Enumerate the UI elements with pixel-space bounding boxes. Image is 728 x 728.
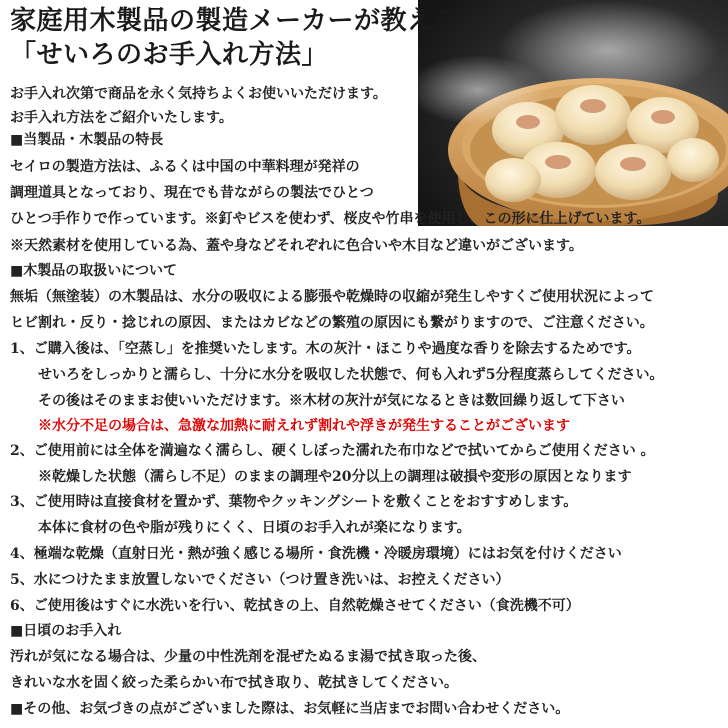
step-2: 2、ご使用前には全体を満遍なく濡らし、硬くしぼった濡れた布巾などで拭いてからご使用ください 。: [10, 443, 655, 459]
handling-line: ヒビ割れ・反り・捻じれの原因、またはカビなどの繁殖の原因にも繋がりますので、ご注意ください。: [10, 315, 654, 331]
page-title-line2: 「せいろのお手入れ方法」: [10, 40, 329, 70]
handling-line: 無垢（無塗装）の木製品は、水分の吸収による膨張や乾燥時の収縮が発生しやすくご使用状況によって: [10, 289, 654, 305]
daily-care-heading: ■日頃のお手入れ: [10, 623, 122, 639]
intro-line: お手入れ次第で商品を永く気持ちよくお使いいただけます。: [10, 86, 387, 102]
features-heading: ■当製品・木製品の特長: [10, 132, 164, 148]
step-1: 1、ご購入後は、「空蒸し」を推奨いたします。木の灰汁・ほこりや過度な香りを除去するためです。: [10, 341, 641, 357]
features-line: ※天然素材を使用している為、蓋や身などそれぞれに色合いや木目など違いがございます。: [10, 238, 583, 254]
step-1-detail: せいろをしっかりと濡らし、十分に水分を吸収した状態で、何も入れず5分程度蒸らしてください。: [38, 367, 664, 383]
handling-heading: ■木製品の取扱いについて: [10, 263, 177, 279]
step-1-detail: その後はそのままお使いいただけます。※木材の灰汁が気になるときは数回繰り返して下さい: [38, 393, 625, 409]
intro-line: お手入れ方法をご紹介いたします。: [10, 110, 233, 126]
features-line: セイロの製造方法は、ふるくは中国の中華料理が発祥の: [10, 159, 360, 175]
features-line: 調理道具となっており、現在でも昔ながらの製法でひとつ: [10, 185, 374, 201]
step-6: 6、ご使用後はすぐに水洗いを行い、乾拭きの上、自然乾燥させてください（食洗機不可）: [10, 598, 580, 614]
step-1-warning: ※水分不足の場合は、急激な加熱に耐えれず割れや浮きが発生することがございます: [38, 418, 570, 434]
daily-care-line: きれいな水を固く絞った柔らかい布で拭き取り、乾拭きしてください。: [10, 675, 458, 691]
features-line: ひとつ手作りで作っています。※釘やビスを使わず、桜皮や竹串を使用し、この形に仕上げています。: [10, 211, 651, 227]
step-3-detail: 本体に食材の色や脂が残りにくく、日頃のお手入れが楽になります。: [38, 520, 471, 536]
steamer-photo: [418, 0, 728, 226]
page-title-line1: 家庭用木製品の製造メーカーが教える: [10, 6, 460, 36]
closing-note: ■その他、お気づきの点がございました際は、お気軽に当店までお問い合わせください。: [10, 701, 570, 717]
step-2-detail: ※乾燥した状態（濡らし不足）のままの調理や20分以上の調理は破損や変形の原因となります: [38, 469, 632, 485]
step-4: 4、極端な乾燥（直射日光・熱が強く感じる場所・食洗機・冷暖房環境）にはお気を付けください: [10, 546, 622, 562]
daily-care-line: 汚れが気になる場合は、少量の中性洗剤を混ぜたぬるま湯で拭き取った後、: [10, 649, 486, 665]
step-3: 3、ご使用時は直接食材を置かず、葉物やクッキングシートを敷くことをおすすめします。: [10, 494, 578, 510]
step-5: 5、水につけたまま放置しないでください（つけ置き洗いは、お控えください）: [10, 572, 510, 588]
